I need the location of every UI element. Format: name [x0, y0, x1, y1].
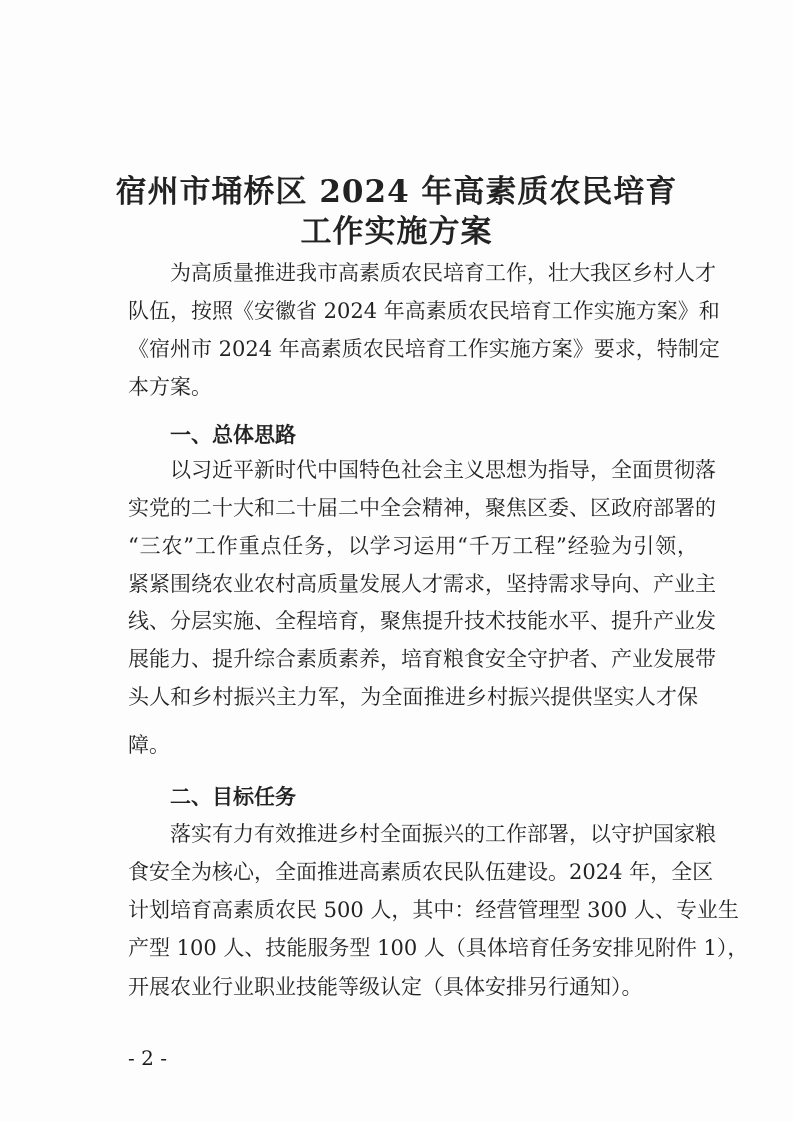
document-title-line2: 工作实施方案	[300, 214, 493, 250]
text-line: “三农”工作重点任务，以学习运用“千万工程”经验为引领，	[128, 534, 698, 558]
text-line: 线、分层实施、全程培育，聚焦提升技术技能水平、提升产业发	[128, 609, 716, 633]
text-line: 本方案。	[128, 375, 212, 399]
text-line: 计划培育高素质农民 500 人，其中：经营管理型 300 人、专业生	[128, 898, 739, 922]
text-line: 食安全为核心，全面推进高素质农民队伍建设。2024 年，全区	[128, 860, 714, 884]
text-line: 障。	[128, 733, 170, 757]
text-line: 开展农业行业职业技能等级认定（具体安排另行通知）。	[128, 975, 643, 999]
text-line: 产型 100 人、技能服务型 100 人（具体培育任务安排见附件 1），	[128, 936, 749, 960]
text-line: 《宿州市 2024 年高素质农民培育工作实施方案》要求，特制定	[128, 337, 720, 361]
section-heading: 二、目标任务	[170, 785, 296, 809]
document-title-line1: 宿州市埇桥区 2024 年高素质农民培育	[115, 174, 678, 210]
text-line: 落实有力有效推进乡村全面振兴的工作部署，以守护国家粮	[170, 822, 716, 846]
text-line: 头人和乡村振兴主力军，为全面推进乡村振兴提供坚实人才保	[128, 685, 698, 709]
text-line: 队伍，按照《安徽省 2024 年高素质农民培育工作实施方案》和	[128, 299, 720, 323]
text-line: 为高质量推进我市高素质农民培育工作，壮大我区乡村人才	[170, 261, 716, 285]
text-line: 展能力、提升综合素质素养，培育粮食安全守护者、产业发展带	[128, 647, 716, 671]
page-number: - 2 -	[128, 1046, 167, 1070]
text-line: 实党的二十大和二十届二中全会精神，聚焦区委、区政府部署的	[128, 496, 716, 520]
text-line: 紧紧围绕农业农村高质量发展人才需求，坚持需求导向、产业主	[128, 572, 716, 596]
section-heading: 一、总体思路	[170, 423, 296, 447]
text-line: 以习近平新时代中国特色社会主义思想为指导，全面贯彻落	[170, 458, 716, 482]
